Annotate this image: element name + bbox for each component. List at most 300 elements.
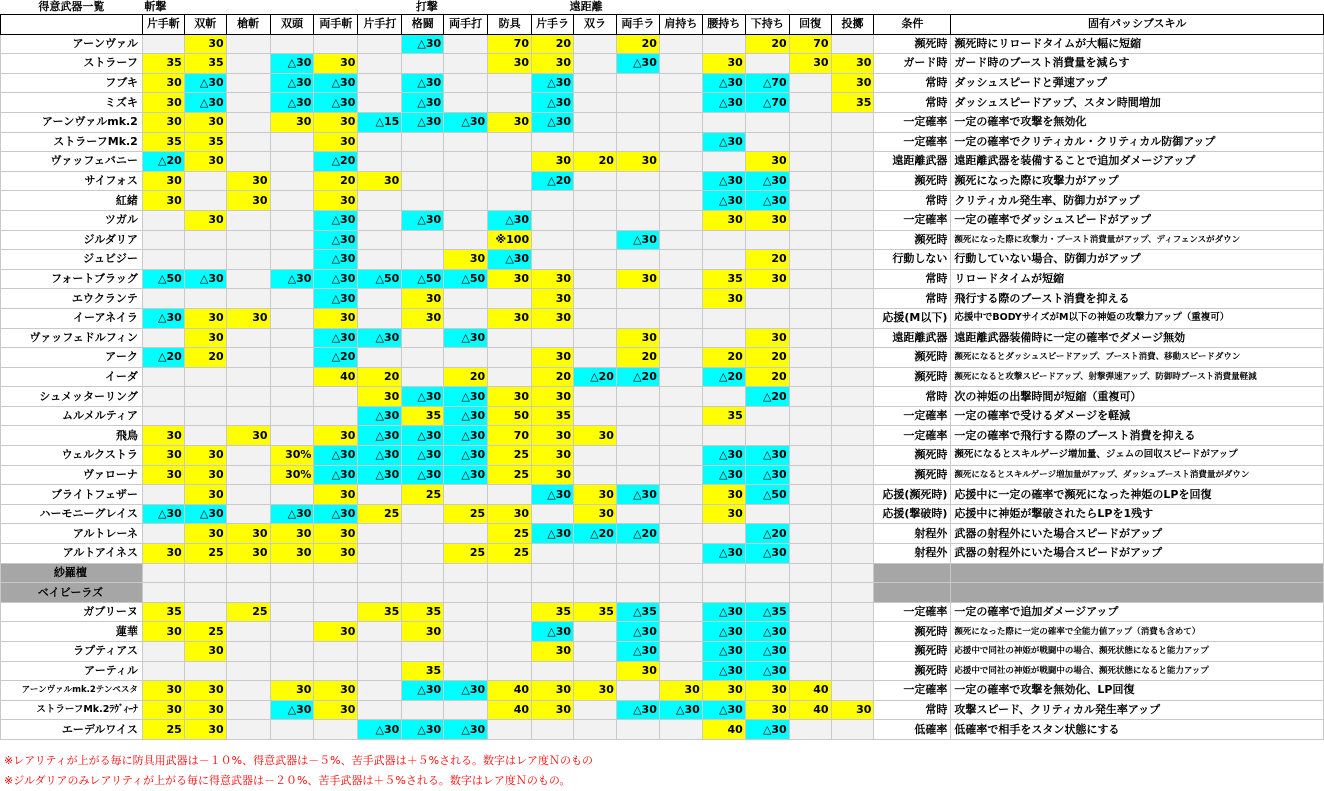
value-cell [314, 34, 358, 54]
row-skill: ダッシュスピードと弾速アップ [951, 73, 1324, 93]
value-cell [184, 563, 226, 583]
value-cell: △20 [314, 152, 358, 172]
value-cell: △70 [745, 73, 789, 93]
value-cell [745, 230, 789, 250]
value-cell [142, 524, 184, 544]
row-name: エーデルワイス [1, 720, 143, 740]
value-cell [789, 210, 831, 230]
row-condition: 遠距離武器 [874, 152, 951, 172]
value-cell: 35 [402, 602, 444, 622]
row-name: 蓮華 [1, 622, 143, 642]
value-cell: △30 [659, 700, 702, 720]
value-cell [831, 583, 874, 603]
value-cell: △30 [270, 269, 314, 289]
value-cell: 30 [702, 210, 745, 230]
value-cell [444, 700, 488, 720]
value-cell: 20 [574, 152, 617, 172]
value-cell [659, 191, 702, 211]
value-cell [532, 328, 574, 348]
row-condition: 瀕死時 [874, 465, 951, 485]
value-cell: △30 [402, 720, 444, 740]
row-condition: 応援(M以下) [874, 308, 951, 328]
value-cell: △15 [358, 112, 402, 132]
value-cell: 30 [226, 308, 270, 328]
value-cell [314, 583, 358, 603]
value-cell [270, 289, 314, 309]
value-cell [270, 171, 314, 191]
row-condition: 常時 [874, 93, 951, 113]
table-row [1, 504, 1324, 524]
value-cell [831, 446, 874, 466]
value-cell: 35 [142, 602, 184, 622]
note-2: ※ジルダリアのみレアリティが上がる毎に得意武器は－２０%、苦手武器は＋５%される。数字はレア度Ｎのもの。 [4, 774, 571, 787]
value-cell [789, 308, 831, 328]
value-cell: △20 [702, 367, 745, 387]
value-cell [270, 328, 314, 348]
table-row [1, 485, 1324, 505]
value-cell [789, 348, 831, 368]
row-name: ガブリーヌ [1, 602, 143, 622]
row-skill: 一定の確率で受けるダメージを軽減 [951, 406, 1324, 426]
value-cell: △30 [532, 112, 574, 132]
value-cell: △50 [444, 269, 488, 289]
table-row [1, 289, 1324, 309]
value-cell [358, 230, 402, 250]
value-cell [831, 210, 874, 230]
row-skill: 遠距離武器装備時に一定の確率でダメージ無効 [951, 328, 1324, 348]
value-cell: △30 [616, 622, 659, 642]
value-cell: 30 [184, 152, 226, 172]
header-name [1, 15, 143, 35]
value-cell [574, 661, 617, 681]
value-cell [226, 210, 270, 230]
value-cell: 30 [142, 93, 184, 113]
row-skill: 一定の確率で攻撃を無効化、LP回復 [951, 681, 1324, 701]
value-cell: △30 [532, 485, 574, 505]
value-cell [358, 34, 402, 54]
value-cell: 30 [314, 485, 358, 505]
value-cell [358, 544, 402, 564]
table-row [1, 661, 1324, 681]
value-cell: △30 [314, 210, 358, 230]
value-cell [659, 661, 702, 681]
value-cell [789, 446, 831, 466]
value-cell [314, 563, 358, 583]
value-cell [358, 308, 402, 328]
value-cell: 30 [314, 681, 358, 701]
value-cell [184, 289, 226, 309]
value-cell [270, 622, 314, 642]
value-cell: 35 [142, 132, 184, 152]
value-cell: 30 [226, 524, 270, 544]
value-cell: 20 [314, 171, 358, 191]
value-cell [789, 642, 831, 662]
value-cell: 30 [184, 210, 226, 230]
value-cell: 30 [532, 465, 574, 485]
row-skill: 応援中に神姫が撃破されたらLPを1残す [951, 504, 1324, 524]
value-cell: △20 [574, 524, 617, 544]
value-cell: 30 [488, 54, 532, 74]
value-cell: △70 [745, 93, 789, 113]
value-cell: △30 [184, 73, 226, 93]
value-cell [616, 289, 659, 309]
value-cell: △20 [745, 387, 789, 407]
value-cell [659, 524, 702, 544]
row-skill: 瀕死時にリロードタイムが大幅に短縮 [951, 34, 1324, 54]
value-cell [831, 191, 874, 211]
value-cell [226, 348, 270, 368]
value-cell: △30 [745, 642, 789, 662]
value-cell [532, 132, 574, 152]
value-cell [488, 171, 532, 191]
value-cell: 20 [745, 250, 789, 270]
value-cell [789, 602, 831, 622]
value-cell: 30 [142, 426, 184, 446]
value-cell [789, 406, 831, 426]
value-cell [745, 563, 789, 583]
row-skill: リロードタイムが短縮 [951, 269, 1324, 289]
value-cell: △50 [142, 269, 184, 289]
value-cell [226, 289, 270, 309]
value-cell [789, 622, 831, 642]
value-cell: △30 [358, 446, 402, 466]
value-cell [702, 524, 745, 544]
value-cell [574, 544, 617, 564]
value-cell [444, 191, 488, 211]
value-cell: △30 [702, 171, 745, 191]
value-cell: 30 [745, 210, 789, 230]
value-cell [532, 544, 574, 564]
group-strike: 打撃 [402, 0, 532, 15]
value-cell [488, 73, 532, 93]
value-cell: 30 [184, 112, 226, 132]
value-cell [659, 426, 702, 446]
table-row [1, 230, 1324, 250]
row-condition: 常時 [874, 269, 951, 289]
value-cell: 35 [402, 406, 444, 426]
value-cell [574, 73, 617, 93]
value-cell: 35 [184, 132, 226, 152]
table-row [1, 308, 1324, 328]
value-cell [831, 720, 874, 740]
value-cell: 30 [314, 700, 358, 720]
value-cell [616, 73, 659, 93]
value-cell [358, 289, 402, 309]
header-condition: 条件 [874, 15, 951, 35]
value-cell [659, 622, 702, 642]
value-cell: 30 [532, 152, 574, 172]
value-cell [574, 93, 617, 113]
value-cell [574, 132, 617, 152]
value-cell [444, 289, 488, 309]
value-cell: 30 [270, 524, 314, 544]
value-cell [402, 544, 444, 564]
table-row [1, 406, 1324, 426]
value-cell: 35 [402, 661, 444, 681]
row-name: 紅緒 [1, 191, 143, 211]
value-cell: △30 [314, 230, 358, 250]
value-cell: △30 [444, 387, 488, 407]
row-condition: 瀕死時 [874, 446, 951, 466]
value-cell [142, 328, 184, 348]
table-row [1, 250, 1324, 270]
note-1: ※レアリティが上がる毎に防具用武器は－１０%、得意武器は－５%、苦手武器は＋５%される。数字はレア度Ｎのもの [4, 754, 594, 767]
table-row [1, 328, 1324, 348]
value-cell: △30 [532, 622, 574, 642]
value-cell [574, 250, 617, 270]
value-cell: 30 [142, 73, 184, 93]
value-cell [616, 465, 659, 485]
value-cell [659, 465, 702, 485]
value-cell [226, 681, 270, 701]
value-cell [358, 661, 402, 681]
value-cell: △30 [402, 387, 444, 407]
value-cell: 30 [574, 504, 617, 524]
value-cell [184, 426, 226, 446]
row-skill: 瀕死になるとスキルゲージ増加量、ジェムの回収スピードがアップ [951, 446, 1324, 466]
value-cell [226, 387, 270, 407]
value-cell [226, 485, 270, 505]
value-cell: 30 [142, 112, 184, 132]
value-cell [574, 171, 617, 191]
value-cell: 30 [358, 387, 402, 407]
value-cell: 30 [745, 328, 789, 348]
value-cell: 30 [270, 681, 314, 701]
value-cell: 20 [532, 34, 574, 54]
value-cell: 30 [532, 54, 574, 74]
value-cell [358, 622, 402, 642]
value-cell [488, 191, 532, 211]
value-cell [745, 504, 789, 524]
value-cell [444, 485, 488, 505]
value-cell: 40 [488, 700, 532, 720]
value-cell [831, 250, 874, 270]
value-cell [314, 602, 358, 622]
header-weapon: 投擲 [831, 15, 874, 35]
value-cell [314, 642, 358, 662]
value-cell [574, 54, 617, 74]
table-row [1, 426, 1324, 446]
value-cell [574, 642, 617, 662]
value-cell [402, 642, 444, 662]
value-cell: 30 [488, 504, 532, 524]
value-cell: △30 [702, 446, 745, 466]
value-cell [142, 367, 184, 387]
value-cell: △30 [314, 250, 358, 270]
value-cell [789, 250, 831, 270]
value-cell: 20 [444, 367, 488, 387]
value-cell: 30 [314, 191, 358, 211]
value-cell: 30 [270, 112, 314, 132]
value-cell [702, 34, 745, 54]
value-cell: 30 [831, 54, 874, 74]
value-cell [616, 681, 659, 701]
value-cell: 30 [488, 112, 532, 132]
row-condition: 常時 [874, 191, 951, 211]
value-cell [142, 583, 184, 603]
value-cell: 30 [402, 308, 444, 328]
value-cell [659, 504, 702, 524]
table-row [1, 112, 1324, 132]
value-cell [659, 406, 702, 426]
row-condition: 射程外 [874, 544, 951, 564]
header-weapon: 片手斬 [142, 15, 184, 35]
row-condition: 一定確率 [874, 602, 951, 622]
header-weapon: 片手ラ [532, 15, 574, 35]
value-cell [444, 602, 488, 622]
row-condition: 常時 [874, 73, 951, 93]
value-cell [444, 93, 488, 113]
table-row [1, 269, 1324, 289]
value-cell [702, 112, 745, 132]
value-cell [574, 112, 617, 132]
value-cell [270, 308, 314, 328]
value-cell [616, 308, 659, 328]
row-condition: 応援(撃破時) [874, 504, 951, 524]
value-cell [616, 426, 659, 446]
value-cell [402, 250, 444, 270]
value-cell: 30 [831, 73, 874, 93]
value-cell: 20 [702, 348, 745, 368]
value-cell [184, 230, 226, 250]
value-cell: 30 [142, 171, 184, 191]
value-cell [444, 524, 488, 544]
row-condition: 瀕死時 [874, 642, 951, 662]
value-cell: △30 [402, 426, 444, 446]
value-cell: △30 [702, 132, 745, 152]
value-cell: 30 [488, 387, 532, 407]
value-cell [659, 171, 702, 191]
value-cell: 25 [488, 446, 532, 466]
value-cell: △30 [358, 465, 402, 485]
row-name: サイフォス [1, 171, 143, 191]
value-cell [659, 132, 702, 152]
value-cell: △35 [616, 602, 659, 622]
value-cell [831, 602, 874, 622]
value-cell: 40 [314, 367, 358, 387]
value-cell: △30 [402, 34, 444, 54]
row-name: イーダ [1, 367, 143, 387]
value-cell [142, 563, 184, 583]
value-cell: △30 [402, 73, 444, 93]
value-cell: △30 [444, 406, 488, 426]
value-cell [659, 34, 702, 54]
value-cell [270, 348, 314, 368]
header-weapon: 双頭 [270, 15, 314, 35]
group-slash: 斬撃 [142, 0, 401, 15]
row-skill: ガード時のブースト消費量を減らす [951, 54, 1324, 74]
row-skill: 一定の確率でダッシュスピードがアップ [951, 210, 1324, 230]
value-cell: 30 [142, 465, 184, 485]
value-cell [659, 250, 702, 270]
value-cell: △20 [314, 348, 358, 368]
row-name: ジュビジー [1, 250, 143, 270]
value-cell: △30 [745, 622, 789, 642]
value-cell [532, 191, 574, 211]
value-cell [702, 308, 745, 328]
value-cell: △30 [745, 171, 789, 191]
value-cell: △35 [745, 602, 789, 622]
value-cell: 30 [314, 622, 358, 642]
value-cell [789, 661, 831, 681]
value-cell: △30 [444, 426, 488, 446]
value-cell [142, 485, 184, 505]
value-cell [270, 602, 314, 622]
value-cell [270, 583, 314, 603]
value-cell: ※100 [488, 230, 532, 250]
value-cell [831, 152, 874, 172]
value-cell [831, 681, 874, 701]
value-cell [659, 269, 702, 289]
value-cell [616, 387, 659, 407]
value-cell: 20 [532, 367, 574, 387]
value-cell [488, 642, 532, 662]
row-name: アルトレーネ [1, 524, 143, 544]
value-cell [142, 406, 184, 426]
value-cell [226, 563, 270, 583]
value-cell [402, 328, 444, 348]
value-cell [270, 152, 314, 172]
row-skill: クリティカル発生率、防御力がアップ [951, 191, 1324, 211]
value-cell: 30 [184, 308, 226, 328]
value-cell: 30 [488, 269, 532, 289]
value-cell [358, 485, 402, 505]
value-cell [270, 720, 314, 740]
value-cell [226, 250, 270, 270]
value-cell [659, 446, 702, 466]
value-cell [270, 34, 314, 54]
row-condition: 一定確率 [874, 681, 951, 701]
row-skill: 瀕死になると攻撃スピードアップ、射撃弾速アップ、防御時ブースト消費量軽減 [951, 367, 1324, 387]
table-row [1, 93, 1324, 113]
row-condition: 常時 [874, 387, 951, 407]
value-cell: 30 [184, 681, 226, 701]
header-weapon: 片手打 [358, 15, 402, 35]
value-cell [488, 132, 532, 152]
row-skill: 次の神姫の出撃時間が短縮（重複可） [951, 387, 1324, 407]
value-cell: 30 [702, 54, 745, 74]
value-cell: △30 [314, 465, 358, 485]
row-condition: 応援(瀕死時) [874, 485, 951, 505]
value-cell [402, 524, 444, 544]
value-cell [444, 73, 488, 93]
value-cell: 25 [184, 544, 226, 564]
value-cell: 30 [314, 544, 358, 564]
value-cell [444, 34, 488, 54]
table-row [1, 54, 1324, 74]
row-condition: 瀕死時 [874, 230, 951, 250]
value-cell [184, 191, 226, 211]
value-cell [616, 544, 659, 564]
value-cell: △30 [702, 465, 745, 485]
value-cell [226, 700, 270, 720]
row-skill [951, 583, 1324, 603]
value-cell: △50 [358, 269, 402, 289]
value-cell [702, 328, 745, 348]
table-row [1, 73, 1324, 93]
value-cell [789, 544, 831, 564]
value-cell [574, 230, 617, 250]
value-cell: △30 [358, 328, 402, 348]
row-name: 飛鳥 [1, 426, 143, 446]
row-name: シュメッターリング [1, 387, 143, 407]
row-condition: 低確率 [874, 720, 951, 740]
value-cell [226, 54, 270, 74]
value-cell: 30 [532, 642, 574, 662]
value-cell: 30 [532, 446, 574, 466]
value-cell [745, 112, 789, 132]
value-cell [659, 93, 702, 113]
